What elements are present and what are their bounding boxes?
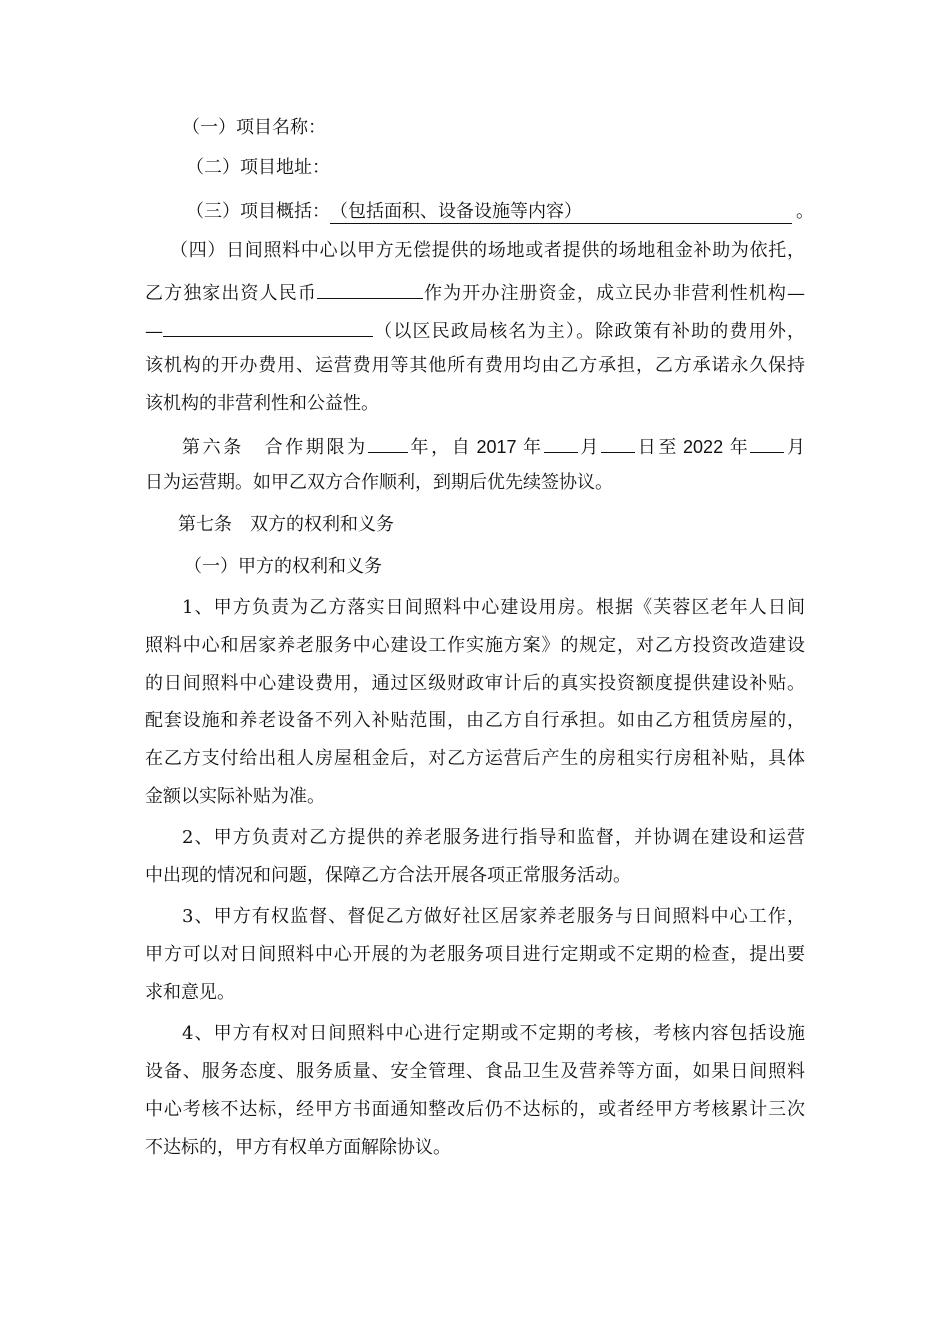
p1-line-2: 照料中心和居家养老服务中心建设工作实施方案》的规定，对乙方投资改造建设 (145, 635, 805, 656)
institution-name-blank (163, 316, 373, 337)
item3-end: 。 (796, 201, 814, 222)
item2-label: （二）项目地址： (186, 157, 330, 178)
item4-line-2: 乙方独家出资人民币 作为开办注册资金，成立民办非营利性机构— (145, 278, 805, 307)
capital-amount-blank (317, 278, 423, 299)
item4-line-4: 该机构的开办费用、运营费用等其他所有费用均由乙方承担，乙方承诺永久保持 (145, 355, 805, 376)
start-month-blank (544, 432, 578, 453)
item4-line-5: 该机构的非营利性和公益性。 (145, 393, 379, 414)
p3-line-1: 3、甲方有权监督、督促乙方做好社区居家养老服务与日间照料中心工作， (182, 906, 805, 927)
item4-line-1: （四）日间照料中心以甲方无偿提供的场地或者提供的场地租金补助为依托， (170, 240, 805, 261)
p4-line-4: 不达标的，甲方有权单方面解除协议。 (145, 1137, 451, 1158)
end-month-blank (750, 432, 784, 453)
subsection1-title: （一）甲方的权利和义务 (184, 556, 382, 577)
p1-line-3: 的日间照料中心建设费用，通过区级财政审计后的真实投资额度提供建设补贴。 (145, 673, 805, 694)
term-years-blank (368, 432, 408, 453)
start-day-blank (601, 432, 635, 453)
item1-line (182, 115, 842, 141)
p4-line-2: 设备、服务态度、服务质量、安全管理、食品卫生及营养等方面，如果日间照料 (145, 1061, 805, 1082)
p1-line-1: 1、甲方负责为乙方落实日间照料中心建设用房。根据《芙蓉区老年人日间 (182, 597, 805, 618)
article6-line-1: 第六条 合作期限为 年，自 2017 年 月 日至 2022 年 月 (182, 432, 805, 461)
article7-title: 第七条 双方的权利和义务 (178, 514, 394, 535)
item4-line-3: — （以区民政局核名为主）。除政策有补助的费用外， (145, 316, 805, 345)
p1-line-6: 金额以实际补贴为准。 (145, 786, 325, 807)
article6-line-2: 日为运营期。如甲乙双方合作顺利，到期后优先续签协议。 (145, 472, 613, 493)
item2-line (186, 155, 846, 181)
p2-line-1: 2、甲方负责对乙方提供的养老服务进行指导和监督，并协调在建设和运营 (182, 827, 805, 848)
p1-line-5: 在乙方支付给出租人房屋租金后，对乙方运营后产生的房租实行房租补贴，具体 (145, 748, 805, 769)
p4-line-1: 4、甲方有权对日间照料中心进行定期或不定期的考核，考核内容包括设施 (182, 1023, 805, 1044)
p4-line-3: 中心考核不达标，经甲方书面通知整改后仍不达标的，或者经甲方考核累计三次 (145, 1099, 805, 1120)
item3-line (186, 199, 846, 225)
p3-line-3: 求和意见。 (145, 982, 235, 1003)
p2-line-2: 中出现的情况和问题，保障乙方合法开展各项正常服务活动。 (145, 865, 631, 886)
item3-label: （三）项目概括： (186, 201, 330, 222)
p1-line-4: 配套设施和养老设备不列入补贴范围，由乙方自行承担。如由乙方租赁房屋的， (145, 710, 805, 731)
item1-label: （一）项目名称： (182, 117, 326, 138)
p3-line-2: 甲方可以对日间照料中心开展的为老服务项目进行定期或不定期的检查，提出要 (145, 944, 805, 965)
item3-underlined-value: （包括面积、设备设施等内容） (330, 201, 792, 224)
